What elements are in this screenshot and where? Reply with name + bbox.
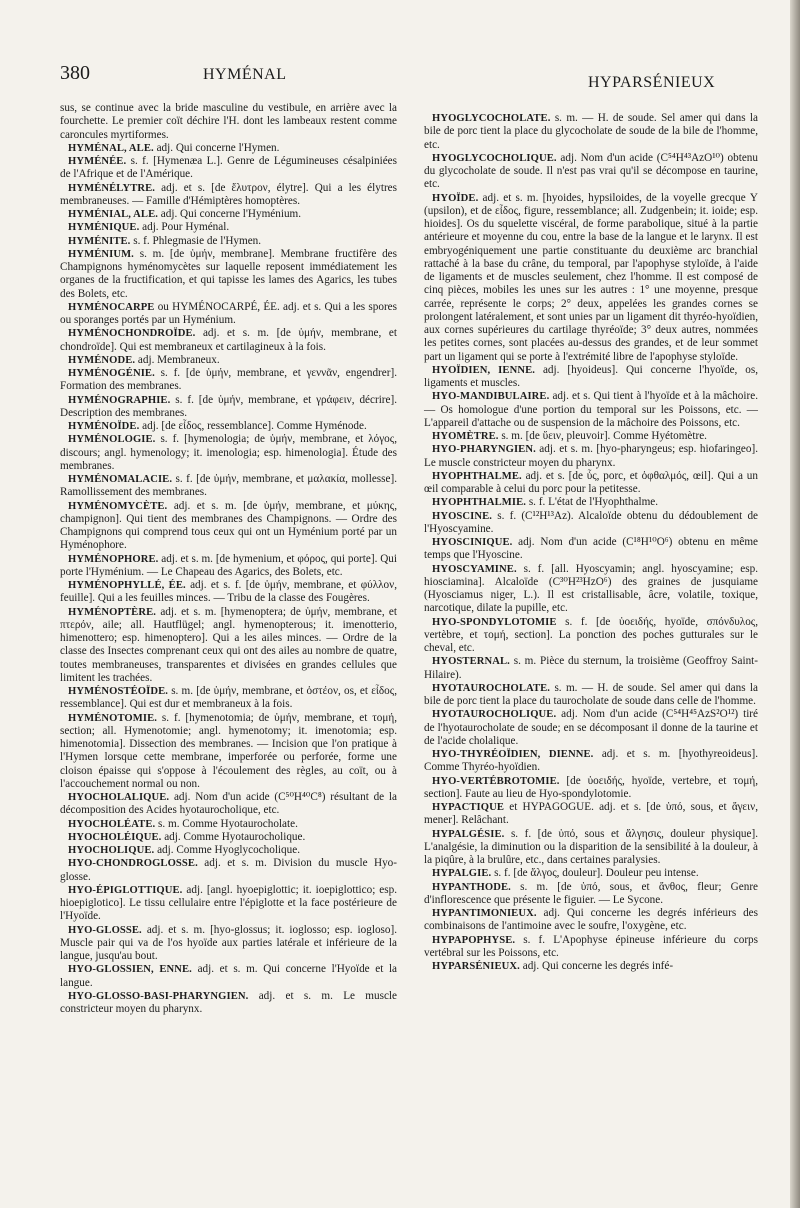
entry-definition: adj. Qui concerne l'Hymen. (156, 141, 280, 154)
entry-headword: HYOSCINE. (432, 510, 493, 522)
entry-headword: HYO-ÉPIGLOTTIQUE. (68, 884, 183, 896)
dictionary-entry (424, 801, 758, 828)
dictionary-entry (424, 443, 758, 470)
entry-definition: adj. et s. m. Division du muscle Hyo-glosse. (60, 857, 397, 883)
entry-definition: s. f. [Hymenæa L.]. Genre de Légumineuses césalpiniées de l'Afrique et de l'Amérique. (60, 155, 397, 181)
entry-definition: adj. Nom d'un acide (C⁵⁰H⁴⁰C⁸) résultant de la décomposition des Acides hyotaurocholique, etc. (60, 791, 398, 817)
dictionary-entry (424, 708, 758, 748)
entry-headword: HYO-GLOSSO-BASI-PHARYNGIEN. (68, 990, 249, 1002)
entry-headword: HYOTAUROCHOLIQUE. (432, 709, 557, 721)
entry-headword: HYOPHTHALMIE. (432, 497, 527, 509)
entry-headword: HYO-THYRÉOÏDIEN, DIENNE. (432, 749, 594, 760)
entry-definition: s. f. [de ὑπό, sous et ἄλγησις, douleur physique]. L'analgésie, la diminution ou la disparition de la sensibilité à la douleur, à la piqûre, à la brulûre, etc., dans certaines paralysies. (424, 827, 758, 866)
entry-definition: adj. et s. m. [hymenoptera; de ὑμήν, membrane, et πτερόν, aile; all. Hautflügel; angl. hymenopterous; it. imenotterio, himenottero; esp. himenoptero]. Qui a les ailes minces. — Ordre de la classe des Insectes comprenant ceux qui ont des ailes au nombre de quatre, toutes membraneuses, transparentes et divisées en grandes cellules que limitent les trachées. (60, 605, 397, 684)
dictionary-entry (60, 155, 397, 182)
dictionary-entry (424, 390, 758, 430)
entry-definition: adj. et s. m. [de ὑμήν, membrane, et chondroïde]. Qui est membraneux et cartilagineux à la fois. (60, 327, 397, 353)
entry-definition: adj. et s. m. Qui concerne l'Hyoïde et la langue. (60, 963, 398, 989)
entry-headword: HYPAPOPHYSE. (432, 934, 516, 946)
entry-headword: HYO-VERTÉBROTOMIE. (432, 775, 560, 787)
dictionary-entry (60, 235, 397, 248)
entry-definition: adj. et s. m. [de hymenium, et φόρος, qui porte]. Qui porte l'Hyménium. — Le Chapeau des Agarics, des Bolets, etc. (60, 552, 397, 578)
entry-definition: s. f. [all. Hyoscyamin; angl. hyoscyamine; esp. hiosciamina]. Alcaloïde (C³⁰H²³HzO⁶) des graines de jusquiame (Hyosciamus niger, L.). Il est cristallisable, âcre, volatile, toxique, narcotique, dilate la pupille, etc. (424, 562, 759, 615)
entry-headword: HYMÉNIQUE. (68, 222, 140, 234)
page-number: 380 (60, 62, 90, 84)
dictionary-entry (60, 579, 397, 606)
entry-headword: HYMÉNOSTÉOÏDE. (68, 686, 168, 697)
dictionary-entry (60, 142, 397, 155)
right-running-head: HYPARSÉNIEUX (588, 74, 716, 91)
entry-headword: HYOSCINIQUE. (432, 537, 513, 548)
entry-definition: s. f. [de ἄλγος, douleur]. Douleur peu intense. (494, 867, 699, 880)
dictionary-entry (424, 907, 758, 934)
entry-definition: sus, se continue avec la bride masculine du vestibule, en arrière avec la fourchette. Le premier coït déchire l'H. dont les lambeaux restent comme caroncules myrtiformes. (60, 102, 397, 141)
entry-definition: adj. Nom d'un acide (C¹⁸H¹⁰O⁶) obtenu en même temps que l'Hyoscine. (424, 536, 758, 562)
dictionary-entry (424, 881, 758, 908)
dictionary-entry (424, 112, 758, 152)
entry-definition: adj. et s. m. [de ὑμήν, membrane, et μύκης, champignon]. Qui tient des membranes des Champignons. — Ordre des Champignons qui comprend tous ceux qui ont un Hyménium porté par un Hyménophore. (60, 499, 397, 552)
entry-headword: HYOGLYCOCHOLATE. (432, 113, 551, 124)
entry-headword: HYOSTERNAL. (432, 656, 510, 668)
dictionary-entry (60, 831, 397, 844)
dictionary-entry (60, 327, 397, 354)
dictionary-entry (424, 828, 758, 868)
entry-headword: HYOCHOLIQUE. (68, 845, 155, 856)
entry-headword: HYOTAUROCHOLATE. (432, 682, 551, 694)
entry-headword: HYMÉNOCHONDROÏDE. (68, 328, 196, 340)
entry-headword: HYO-SPONDYLOTOMIE (432, 616, 557, 628)
entry-headword: HYPALGIE. (432, 868, 492, 880)
dictionary-entry (60, 182, 397, 209)
entry-definition: s. f. [de ὑμήν, membrane, et γεννᾶν, engendrer]. Formation des membranes. (60, 367, 397, 393)
dictionary-entry (60, 924, 397, 964)
dictionary-entry (60, 248, 397, 301)
entry-definition: adj. [hyoideus]. Qui concerne l'hyoïde, os, ligaments et muscles. (424, 363, 759, 389)
entry-headword: HYMÉNOGÉNIE. (68, 368, 155, 379)
entry-headword: HYMÉNITE. (68, 235, 131, 247)
entry-headword: HYMÉNOPTÈRE. (68, 606, 157, 618)
entry-definition: s. m. Comme Hyotaurocholate. (158, 817, 298, 830)
entry-definition: ou HYMÉNOCARPÉ, ÉE. adj. et s. Qui a les spores ou sporanges portés par un Hyménium. (60, 300, 397, 326)
dictionary-entry (424, 496, 758, 509)
dictionary-entry (424, 934, 758, 961)
entry-definition: s. f. L'Apophyse épineuse inférieure du corps vertébral sur les Poissons, etc. (424, 933, 758, 959)
entry-headword: HYOMÈTRE. (432, 431, 499, 442)
dictionary-entry (60, 963, 397, 990)
dictionary-entry (60, 990, 397, 1017)
entry-headword: HYMÉNÉE. (68, 156, 127, 167)
dictionary-entry (424, 867, 758, 880)
dictionary-entry (60, 394, 397, 421)
dictionary-entry (424, 536, 758, 563)
entry-definition: s. f. [de ὑμήν, membrane, et γράφειν, décrire]. Description des membranes. (60, 393, 398, 419)
entry-definition: s. m. — H. de soude. Sel amer qui dans la bile de porc tient la place du taurocholate de soude dans celle de l'homme. (424, 681, 759, 707)
entry-definition: adj. et s. [de ἔλυτρον, élytre]. Qui a les élytres membraneuses. — Famille d'Hémiptères homoptères. (60, 181, 398, 207)
dictionary-entry (60, 818, 397, 831)
entry-definition: s. m. Pièce du sternum, la troisième (Geoffroy Saint-Hilaire). (424, 655, 759, 681)
dictionary-entry (424, 775, 758, 802)
dictionary-entry (424, 510, 758, 537)
entry-definition: adj. et s. m. [hyoides, hypsiloides, de la voyelle grecque Υ (upsilon), et de εἶδος, figure, ressemblance; all. Zudgenbein; it. ioide; esp. hioides]. Os du squelette viscéral, de forme parabolique, situé à la partie antérieure et moyenne du cou, entre la base de la langue et le larynx. Il est embryogéniquement une partie constituante du deuxième arc branchial rattaché à la base du crâne, du temporal, par l'apophyse styloïde, à l'aide de ligaments et de muscles seulement, chez l'homme. Il est composé de cinq pièces, mobiles les unes sur les autres : 1° une moyenne, presque carrée, représente le corps; 2° deux, appelées les grandes cornes se prolongent latéralement, et sont unies par un ligament dit thyréo-hyoïdien, aux cornes supérieures du cartilage thyréoïde; 3° deux autres, nommées les petites cornes, sont placées au-dessus des grandes, et de leur sommet part un ligament qui se porte à l'extrémité libre de l'apophyse styloïde. (424, 191, 758, 363)
dictionary-entry (60, 221, 397, 234)
entry-definition: adj. et s. m. Le muscle constricteur moyen du pharynx. (60, 989, 397, 1015)
entry-definition: adj. et s. m. [hyothyreoideus]. Comme Thyréo-hyoïdien. (424, 748, 758, 774)
entry-headword: HYMÉNÉLYTRE. (68, 182, 156, 194)
page-edge (790, 0, 800, 1208)
dictionary-entry (60, 553, 397, 580)
entry-definition: adj. [angl. hyoepiglottic; it. ioepiglottico; esp. hioepiglotico]. Le tissu cellulaire entre l'épiglotte et la face postérieure de l'Hyoïde. (60, 883, 397, 923)
entry-headword: HYPACTIQUE (432, 802, 505, 813)
entry-definition: s. m. [de ὕειν, pleuvoir]. Comme Hyétomètre. (501, 430, 707, 442)
entry-headword: HYOSCYAMINE. (432, 563, 517, 575)
entry-definition: s. m. — H. de soude. Sel amer qui dans la bile de porc tient la place du glycocholate de soude de la bile de l'homme, etc. (424, 112, 759, 151)
entry-definition: adj. Qui concerne l'Hyménium. (160, 208, 302, 220)
dictionary-entry (60, 857, 397, 884)
entry-headword: HYMÉNOÏDE. (68, 421, 140, 432)
entry-headword: HYMÉNAL, ALE. (68, 142, 154, 154)
entry-definition: adj. Comme Hyoglycocholique. (157, 844, 300, 856)
dictionary-entry (424, 682, 758, 709)
entry-definition: s. f. (C¹²H¹³Az). Alcaloïde obtenu du dédoublement de l'Hyoscyamine. (424, 509, 758, 535)
dictionary-entry (60, 884, 397, 924)
entry-headword: HYO-CHONDROGLOSSE. (68, 858, 198, 870)
dictionary-entry (60, 354, 397, 367)
dictionary-entry (60, 367, 397, 394)
entry-definition: adj. Pour Hyménal. (142, 221, 230, 234)
dictionary-entry (424, 563, 758, 616)
entry-definition: s. m. [de ὑμήν, membrane, et ὀστέον, os, et εἶδος, ressemblance]. Qui est dur et membraneux à la fois. (60, 685, 397, 711)
entry-headword: HYMÉNOGRAPHIE. (68, 394, 171, 406)
right-column (424, 112, 758, 973)
entry-definition: adj. Qui concerne les degrés inférieurs des combinaisons de l'antimoine avec le soufre, l'oxygène, etc. (424, 907, 758, 933)
entry-headword: HYMÉNOLOGIE. (68, 434, 156, 446)
entry-headword: HYO-PHARYNGIEN. (432, 444, 536, 456)
entry-headword: HYMÉNOTOMIE. (68, 712, 157, 724)
dictionary-entry (60, 473, 397, 500)
entry-definition: s. f. [de ὑοειδής, hyoïde, σπόνδυλος, vertèbre, et τομή, section]. La ponction des poches gutturales sur le cheval, etc. (424, 615, 759, 654)
entry-definition: adj. Nom d'un acide (C⁵⁴H⁴⁵AzS²O¹²) tiré de l'hyotaurocholate de soude; en se décomposant il donne de la taurine et de l'acide cholalique. (424, 708, 758, 747)
entry-headword: HYMÉNIUM. (68, 248, 134, 260)
dictionary-entry (60, 606, 397, 686)
dictionary-entry (60, 500, 397, 553)
entry-headword: HYMÉNODE. (68, 354, 136, 366)
entry-headword: HYMÉNOCARPE (68, 301, 155, 313)
left-column (60, 102, 397, 1016)
dictionary-entry (60, 208, 397, 221)
entry-definition: s. f. L'état de l'Hyophthalme. (528, 496, 659, 509)
entry-definition: s. f. [hymenotomia; de ὑμήν, membrane, et τομή, section; all. Hymenotomie; angl. hymenotomy; it. imenotomia; esp. himenotomia]. Dissection des membranes. — Incision que l'on pratique à l'Hymen lorsque cette membrane, imperforée ou perforée, forme une cloison épaisse qui s'oppose à l'écoulement des règles, au coït, ou à l'accouchement normal ou non. (60, 711, 397, 790)
dictionary-entry (424, 655, 758, 682)
entry-headword: HYMÉNOMALACIE. (68, 474, 173, 485)
dictionary-entry (424, 470, 758, 497)
entry-headword: HYOCHOLÉIQUE. (68, 831, 162, 843)
entry-definition: [de ὑοειδής, hyoïde, vertebre, et τομή, section]. Faute au lieu de Hyo-spondylotomie. (424, 774, 758, 800)
entry-definition: s. m. [de ὑπό, sous, et ἄνθος, fleur; Genre d'inflorescence que présente le figuier. — Le Sycone. (424, 880, 759, 906)
entry-headword: HYMÉNOPHYLLÉ, ÉE. (68, 580, 186, 591)
entry-headword: HYOÏDIEN, IENNE. (432, 364, 535, 376)
entry-definition: adj. Membraneux. (137, 353, 220, 366)
dictionary-entry (424, 960, 758, 973)
page-header (0, 62, 790, 92)
entry-headword: HYMÉNOMYCÈTE. (68, 500, 168, 512)
entry-definition: s. f. [hymenologia; de ὑμήν, membrane, et λόγος, discours; angl. hymenology; it. imenologia; esp. himenologia]. Étude des membranes. (60, 433, 397, 472)
entry-definition: adj. et s. Qui tient à l'hyoïde et à la mâchoire. — Os homologue d'une portion du temporal sur les Poissons, etc. — L'appareil d'attache ou de suspension de la mâchoire des Poissons, etc. (424, 390, 758, 429)
dictionary-entry (424, 748, 758, 775)
entry-definition: adj. Nom d'un acide (C⁵⁴H⁴³AzO¹⁰) obtenu du glycocholate de soude. Il n'est pas vrai qu'il se décompose en taurine, etc. (424, 151, 758, 191)
entry-headword: HYO-GLOSSIEN, ENNE. (68, 964, 192, 976)
dictionary-entry (424, 364, 758, 391)
entry-headword: HYOCHOLÉATE. (68, 818, 156, 830)
entry-headword: HYMÉNOPHORE. (68, 553, 159, 565)
dictionary-entry (60, 791, 397, 818)
entry-headword: HYMÉNIAL, ALE. (68, 209, 158, 220)
dictionary-entry (60, 685, 397, 712)
dictionary-entry (60, 844, 397, 857)
entry-headword: HYO-MANDIBULAIRE. (432, 391, 550, 403)
entry-headword: HYOGLYCOCHOLIQUE. (432, 152, 557, 164)
left-running-head: HYMÉNAL (203, 66, 287, 83)
dictionary-entry (60, 102, 397, 142)
entry-headword: HYO-GLOSSE. (68, 924, 142, 936)
dictionary-entry (424, 192, 758, 364)
entry-headword: HYOCHOLALIQUE. (68, 792, 170, 803)
dictionary-entry (424, 430, 758, 443)
entry-definition: adj. [de εἶδος, ressemblance]. Comme Hyménode. (142, 420, 367, 432)
dictionary-entry (60, 420, 397, 433)
entry-definition: adj. et s. m. [hyo-pharyngeus; esp. hiofaringeo]. Le muscle constricteur moyen du pharynx. (424, 443, 758, 469)
dictionary-entry (60, 433, 397, 473)
entry-headword: HYPANTHODE. (432, 881, 511, 893)
entry-headword: HYPALGÉSIE. (432, 828, 505, 840)
dictionary-entry (424, 152, 758, 192)
entry-definition: s. f. Phlegmasie de l'Hymen. (133, 234, 262, 247)
entry-definition: s. f. [de ὑμήν, membrane, et μαλακία, mollesse]. Ramollissement des membranes. (60, 473, 397, 499)
entry-definition: et HYPAGOGUE. adj. et s. [de ὑπό, sous, et ἄγειν, mener]. Relâchant. (424, 801, 758, 827)
entry-headword: HYPANTIMONIEUX. (432, 908, 537, 919)
entry-definition: adj. Comme Hyotaurocholique. (164, 830, 306, 843)
entry-headword: HYOPHTHALME. (432, 470, 522, 482)
entry-definition: adj. et s. f. [de ὑμήν, membrane, et φύλλον, feuille]. Qui a les feuilles minces. — Tribu de la classe des Fougères. (60, 579, 397, 605)
entry-definition: adj. Qui concerne les degrés infé- (522, 960, 674, 972)
dictionary-entry (60, 712, 397, 792)
entry-headword: HYOÏDE. (432, 192, 479, 204)
entry-definition: s. m. [de ὑμήν, membrane]. Membrane fructifère des Champignons hyménomycètes sur laquelle reposent immédiatement les organes de la fructification, et qui tapisse les lames des Agarics, les tubes des Bolets, etc. (60, 247, 397, 300)
entry-headword: HYPARSÉNIEUX. (432, 961, 520, 972)
dictionary-entry (424, 616, 758, 656)
entry-definition: adj. et s. [de ὗς, porc, et ὀφθαλμός, œil]. Qui a un œil comparable à celui du porc pour la petitesse. (424, 469, 758, 495)
entry-definition: adj. et s. m. [hyo-glossus; it. ioglosso; esp. iogloso]. Muscle pair qui va de l'os hyoïde aux parties latérale et inférieure de la langue, jusqu'au bout. (60, 923, 398, 962)
dictionary-entry (60, 301, 397, 328)
